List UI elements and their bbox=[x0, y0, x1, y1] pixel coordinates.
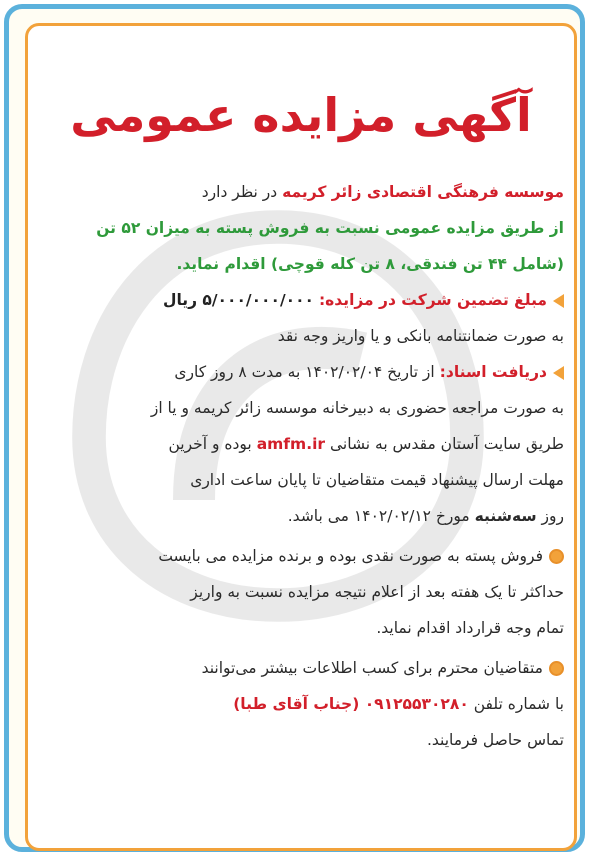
contact-phone-prefix: با شماره تلفن bbox=[473, 695, 564, 713]
ad-title: آگهی مزایده عمومی bbox=[70, 88, 532, 142]
documents-line-4: مهلت ارسال پیشنهاد قیمت متقاضیان تا پایان ساعت اداری bbox=[190, 471, 564, 489]
sale-line-1 bbox=[38, 538, 564, 574]
sale-text-1: فروش پسته به صورت نقدی بوده و برنده مزایده می بایست bbox=[158, 547, 543, 565]
ad-inner-frame bbox=[25, 23, 577, 851]
deadline-day: سه‌شنبه bbox=[474, 507, 537, 525]
intro-line-3: (شامل ۴۴ تن فندقی، ۸ تن کله قوچی) اقدام نماید. bbox=[176, 255, 564, 273]
deposit-label: مبلغ تضمین شرکت در مزایده: bbox=[318, 291, 547, 309]
contact-line-3: تماس حاصل فرمایند. bbox=[426, 731, 564, 749]
documents-line-2: به صورت مراجعه حضوری به دبیرخانه موسسه زائر کریمه و یا از bbox=[150, 399, 564, 417]
circle-bullet-icon bbox=[549, 549, 564, 564]
documents-line-5 bbox=[38, 498, 564, 534]
intro-line-1 bbox=[38, 174, 564, 210]
documents-site-suffix: بوده و آخرین bbox=[168, 435, 252, 453]
intro-tail: در نظر دارد bbox=[201, 183, 278, 201]
documents-site-prefix: طریق سایت آستان مقدس به نشانی bbox=[329, 435, 564, 453]
triangle-bullet-icon bbox=[553, 294, 564, 308]
sale-line-3: تمام وجه قرارداد اقدام نماید. bbox=[376, 619, 564, 637]
contact-text-1: متقاضیان محترم برای کسب اطلاعات بیشتر می‌توانند bbox=[201, 659, 543, 677]
documents-line-1 bbox=[38, 354, 564, 390]
intro-line-2: از طریق مزایده عمومی نسبت به فروش پسته به میزان ۵۲ تن bbox=[96, 219, 564, 237]
documents-label: دریافت اسناد: bbox=[439, 363, 547, 381]
contact-line-1 bbox=[38, 650, 564, 686]
deposit-line-1 bbox=[38, 282, 564, 318]
contact-line-2 bbox=[38, 686, 564, 722]
deadline-prefix: روز bbox=[541, 507, 564, 525]
triangle-bullet-icon bbox=[553, 366, 564, 380]
deposit-amount: ۵/۰۰۰/۰۰۰/۰۰۰ ریال bbox=[163, 291, 315, 309]
ad-content bbox=[38, 26, 564, 758]
sale-line-2: حداکثر تا یک هفته بعد از اعلام نتیجه مزایده نسبت به واریز bbox=[190, 583, 564, 601]
deposit-line-2: به صورت ضمانتنامه بانکی و یا واریز وجه نقد bbox=[277, 327, 564, 345]
phone-number[interactable]: ۰۹۱۲۵۵۳۰۲۸۰ (جناب آقای طبا) bbox=[233, 695, 469, 713]
documents-line-3 bbox=[38, 426, 564, 462]
ad-frame bbox=[4, 4, 585, 852]
deadline-date: مورخ ۱۴۰۲/۰۲/۱۲ می باشد. bbox=[287, 507, 470, 525]
documents-date-text: از تاریخ ۱۴۰۲/۰۲/۰۴ به مدت ۸ روز کاری bbox=[174, 363, 435, 381]
org-name: موسسه فرهنگی اقتصادی زائر کریمه bbox=[282, 183, 564, 201]
site-link[interactable]: amfm.ir bbox=[256, 435, 326, 453]
circle-bullet-icon bbox=[549, 661, 564, 676]
